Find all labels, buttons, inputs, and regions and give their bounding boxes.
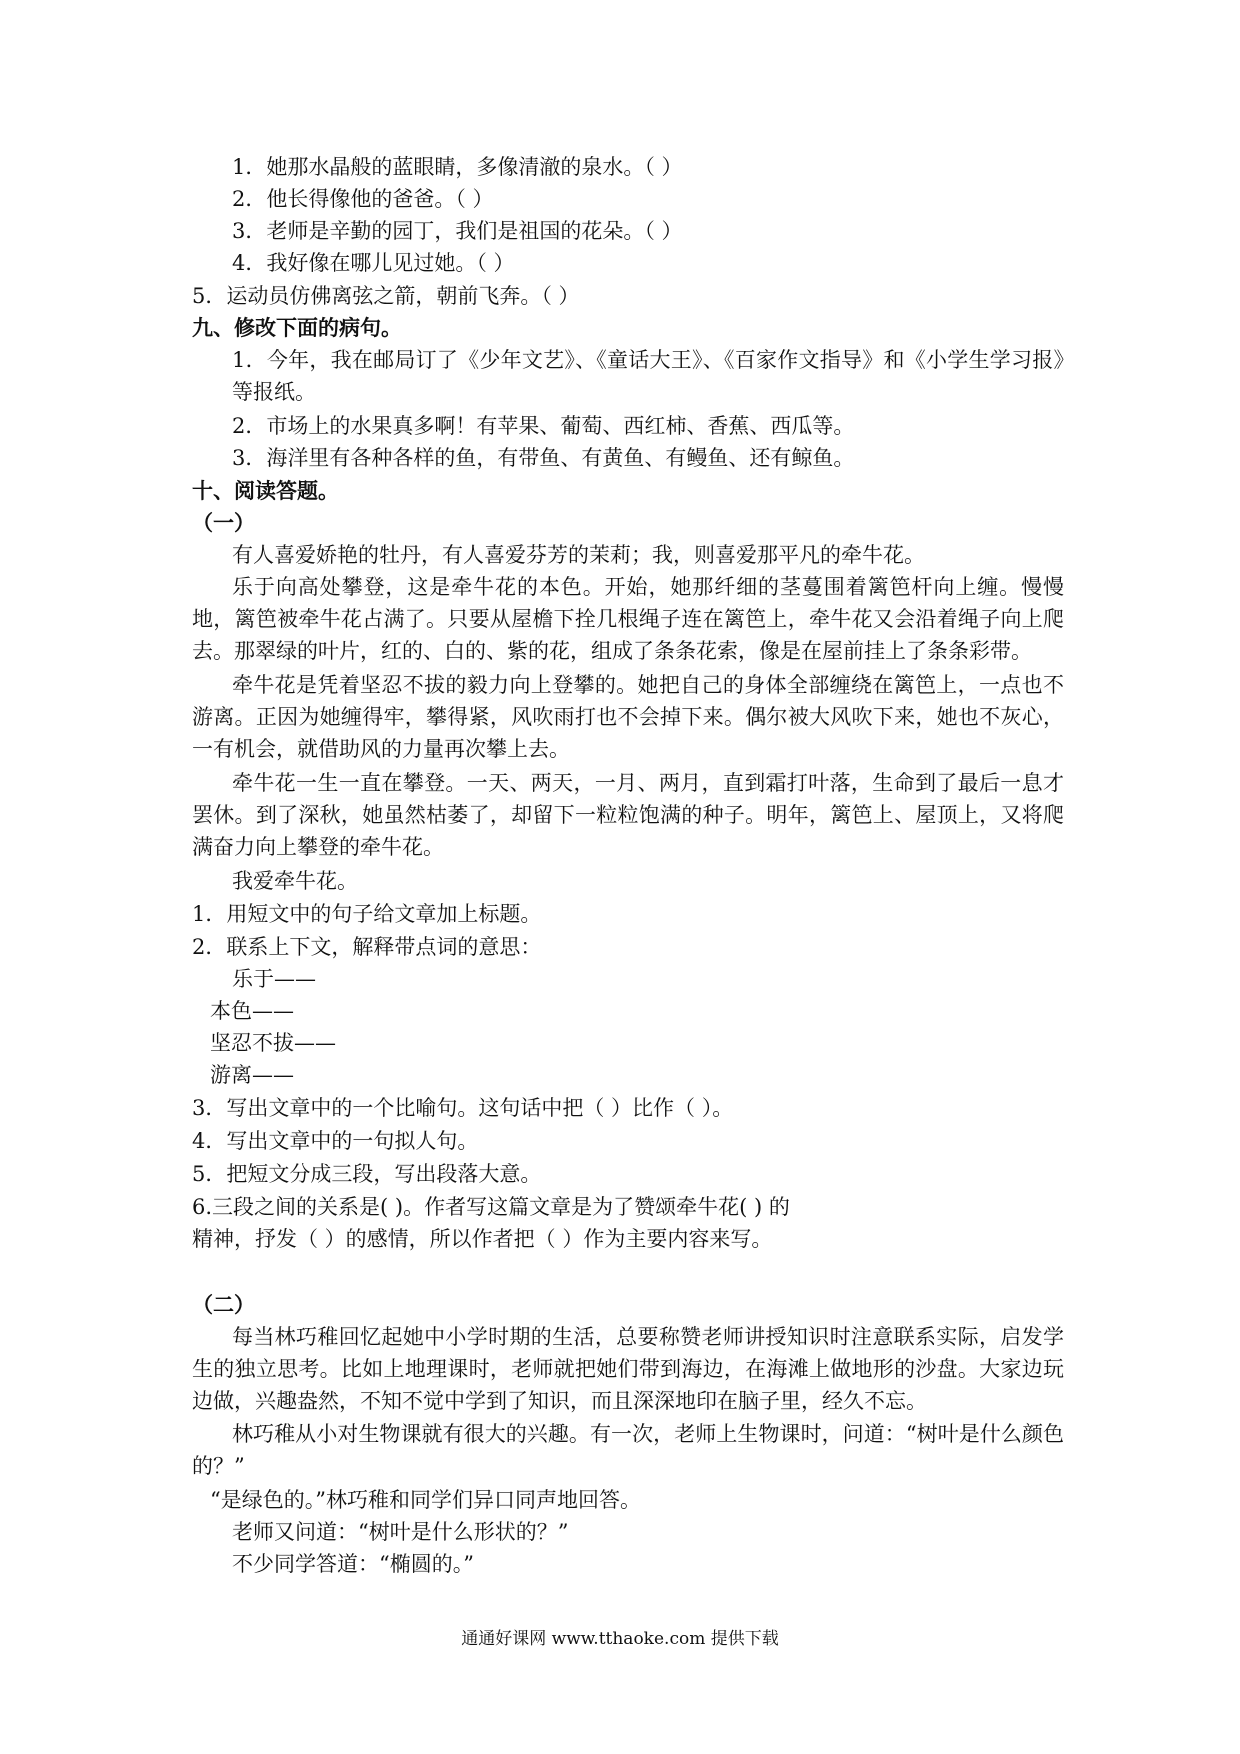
- sentence-item: 3．海洋里有各种各样的鱼，有带鱼、有黄鱼、有鳗鱼、还有鲸鱼。: [232, 446, 855, 470]
- sentence-item: 1．她那水晶般的蓝眼睛，多像清澈的泉水。（ ）: [232, 155, 683, 179]
- sentence-item: 4．我好像在哪儿见过她。（ ）: [232, 251, 515, 275]
- sentence-item: 5．运动员仿佛离弦之箭，朝前飞奔。（ ）: [192, 284, 580, 308]
- paragraph: 林巧稚从小对生物课就有很大的兴趣。有一次，老师上生物课时，问道：“树叶是什么颜色的？”: [192, 1422, 1064, 1478]
- sentence-item: 2．他长得像他的爸爸。（ ）: [232, 187, 494, 211]
- word-item: 本色——: [210, 999, 294, 1023]
- question: 4．写出文章中的一句拟人句。: [192, 1129, 479, 1153]
- sentence-item: 3．老师是辛勤的园丁，我们是祖国的花朵。（ ）: [232, 219, 683, 243]
- question: 6.三段之间的关系是( )。作者写这篇文章是为了赞颂牵牛花( ) 的: [192, 1195, 790, 1219]
- part-label: （一）: [192, 511, 255, 535]
- paragraph: 不少同学答道：“椭圆的。”: [232, 1552, 474, 1576]
- paragraph: “是绿色的。”林巧稚和同学们异口同声地回答。: [210, 1488, 641, 1512]
- word-item: 乐于——: [232, 967, 316, 991]
- sentence-item: 1．今年，我在邮局订了《少年文艺》、《童话大王》、《百家作文指导》和《小学生学习报》等报纸。: [232, 348, 1064, 404]
- section-heading: 九、修改下面的病句。: [192, 316, 402, 340]
- paragraph: 牵牛花一生一直在攀登。一天、两天，一月、两月，直到霜打叶落，生命到了最后一息才罢休。到了深秋，她虽然枯萎了，却留下一粒粒饱满的种子。明年，篱笆上、屋顶上，又将爬满奋力向上攀登的牵牛花。: [192, 771, 1064, 859]
- paragraph: 牵牛花是凭着坚忍不拔的毅力向上登攀的。她把自己的身体全部缠绕在篱笆上，一点也不游离。正因为她缠得牢，攀得紧，风吹雨打也不会掉下来。偶尔被大风吹下来，她也不灰心，一有机会，就借助风的力量再次攀上去。: [192, 673, 1064, 761]
- question: 3．写出文章中的一个比喻句。这句话中把（ ）比作（ ）。: [192, 1096, 734, 1120]
- sentence-item: 2．市场上的水果真多啊！有苹果、葡萄、西红柿、香蕉、西瓜等。: [232, 414, 855, 438]
- footer-text: 通通好课网 www.tthaoke.com 提供下载: [461, 1629, 779, 1649]
- question: 精神，抒发（ ）的感情，所以作者把（ ）作为主要内容来写。: [192, 1227, 773, 1251]
- question: 1．用短文中的句子给文章加上标题。: [192, 902, 542, 926]
- question: 5．把短文分成三段，写出段落大意。: [192, 1162, 542, 1186]
- word-item: 游离——: [210, 1063, 294, 1087]
- part-label: （二）: [192, 1293, 255, 1317]
- section-heading: 十、阅读答题。: [192, 479, 339, 503]
- paragraph: 我爱牵牛花。: [232, 869, 358, 893]
- paragraph: 有人喜爱娇艳的牡丹，有人喜爱芬芳的茉莉；我，则喜爱那平凡的牵牛花。: [232, 543, 925, 567]
- word-item: 坚忍不拔——: [210, 1031, 336, 1055]
- paragraph: 每当林巧稚回忆起她中小学时期的生活，总要称赞老师讲授知识时注意联系实际，启发学生的独立思考。比如上地理课时，老师就把她们带到海边，在海滩上做地形的沙盘。大家边玩边做，兴趣盎然，不知不觉中学到了知识，而且深深地印在脑子里，经久不忘。: [192, 1325, 1064, 1413]
- question: 2．联系上下文，解释带点词的意思：: [192, 935, 542, 959]
- paragraph: 老师又问道：“树叶是什么形状的？”: [232, 1520, 569, 1544]
- paragraph: 乐于向高处攀登，这是牵牛花的本色。开始，她那纤细的茎蔓围着篱笆杆向上缠。慢慢地，篱笆被牵牛花占满了。只要从屋檐下拴几根绳子连在篱笆上，牵牛花又会沿着绳子向上爬去。那翠绿的叶片，红的、白的、紫的花，组成了条条花索，像是在屋前挂上了条条彩带。: [192, 575, 1064, 663]
